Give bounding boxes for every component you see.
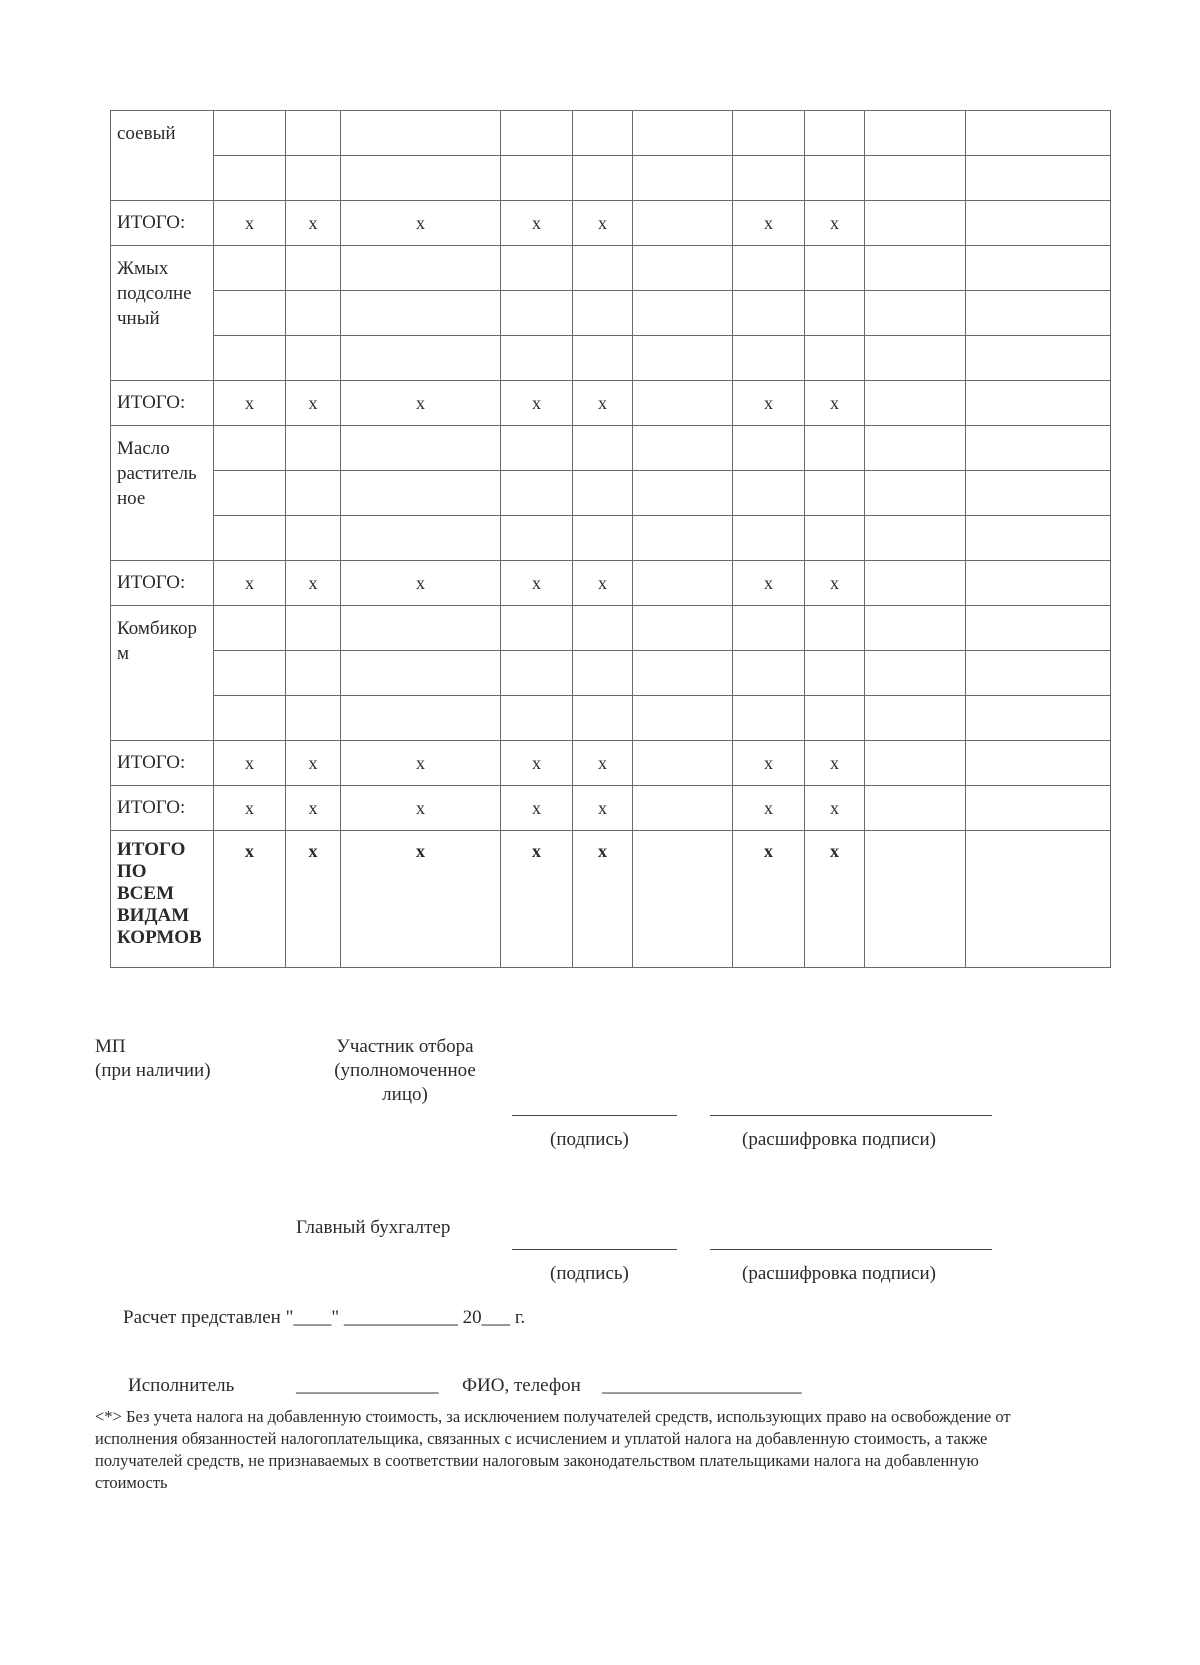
- not-applicable-mark: x: [286, 201, 341, 246]
- not-applicable-mark: x: [286, 786, 341, 831]
- fio-phone-label: ФИО, телефон: [462, 1375, 581, 1396]
- accountant-decode-caption: (расшифровка подписи): [742, 1263, 936, 1284]
- feed-type-name-line: Жмых: [117, 258, 169, 279]
- input-cell[interactable]: [214, 471, 286, 516]
- input-cell[interactable]: [573, 156, 633, 201]
- data-row: [111, 606, 1111, 651]
- not-applicable-mark: x: [733, 561, 805, 606]
- value-cell: [966, 831, 1111, 968]
- total-label: ИТОГО:: [111, 741, 214, 786]
- value-cell: [966, 741, 1111, 786]
- input-cell[interactable]: [805, 606, 865, 651]
- input-cell[interactable]: [733, 606, 805, 651]
- not-applicable-mark: x: [573, 786, 633, 831]
- input-cell[interactable]: [805, 336, 865, 381]
- data-row: [111, 246, 1111, 291]
- input-cell[interactable]: [286, 156, 341, 201]
- total-row-overall: [111, 786, 1111, 831]
- input-cell[interactable]: [633, 291, 733, 336]
- input-cell[interactable]: [573, 471, 633, 516]
- not-applicable-mark: x: [805, 741, 865, 786]
- input-cell[interactable]: [966, 426, 1111, 471]
- not-applicable-mark: x: [341, 381, 501, 426]
- value-cell: [966, 561, 1111, 606]
- not-applicable-mark: x: [573, 831, 633, 968]
- input-cell[interactable]: [733, 246, 805, 291]
- not-applicable-mark: x: [214, 561, 286, 606]
- input-cell[interactable]: [633, 156, 733, 201]
- input-cell[interactable]: [341, 246, 501, 291]
- input-cell[interactable]: [341, 606, 501, 651]
- data-row: [111, 336, 1111, 381]
- input-cell[interactable]: [214, 651, 286, 696]
- input-cell[interactable]: [633, 246, 733, 291]
- not-applicable-mark: x: [286, 831, 341, 968]
- input-cell[interactable]: [865, 471, 966, 516]
- not-applicable-mark: x: [805, 786, 865, 831]
- not-applicable-mark: x: [573, 561, 633, 606]
- not-applicable-mark: x: [286, 741, 341, 786]
- feed-type-name-line: соевый: [117, 123, 176, 144]
- input-cell[interactable]: [573, 606, 633, 651]
- data-row: [111, 156, 1111, 201]
- feed-type-name: [111, 246, 214, 381]
- accountant-decode-line: [710, 1249, 992, 1250]
- input-cell[interactable]: [573, 111, 633, 156]
- accountant-signature-caption: (подпись): [550, 1263, 629, 1284]
- input-cell[interactable]: [214, 606, 286, 651]
- value-cell: [633, 201, 733, 246]
- input-cell[interactable]: [733, 516, 805, 561]
- input-cell[interactable]: [865, 291, 966, 336]
- data-row: [111, 516, 1111, 561]
- not-applicable-mark: x: [501, 741, 573, 786]
- input-cell[interactable]: [865, 336, 966, 381]
- total-row-group-0: [111, 201, 1111, 246]
- executor-name-blank: _______________: [296, 1375, 439, 1396]
- grand-total-label-line: ИТОГО: [117, 839, 186, 860]
- input-cell[interactable]: [633, 471, 733, 516]
- value-cell: [865, 201, 966, 246]
- input-cell[interactable]: [341, 471, 501, 516]
- total-row-group-1: [111, 381, 1111, 426]
- input-cell[interactable]: [733, 336, 805, 381]
- input-cell[interactable]: [501, 156, 573, 201]
- input-cell[interactable]: [341, 291, 501, 336]
- input-cell[interactable]: [865, 426, 966, 471]
- total-row-group-2: [111, 561, 1111, 606]
- submitted-date-line: Расчет представлен "____" ____________ 20___ г.: [123, 1307, 526, 1328]
- input-cell[interactable]: [966, 651, 1111, 696]
- value-cell: [633, 741, 733, 786]
- input-cell[interactable]: [966, 696, 1111, 741]
- input-cell[interactable]: [733, 291, 805, 336]
- not-applicable-mark: x: [214, 831, 286, 968]
- input-cell[interactable]: [501, 426, 573, 471]
- value-cell: [966, 786, 1111, 831]
- input-cell[interactable]: [573, 336, 633, 381]
- input-cell[interactable]: [633, 516, 733, 561]
- not-applicable-mark: x: [805, 831, 865, 968]
- input-cell[interactable]: [966, 516, 1111, 561]
- input-cell[interactable]: [633, 111, 733, 156]
- input-cell[interactable]: [501, 291, 573, 336]
- not-applicable-mark: x: [805, 201, 865, 246]
- feed-type-name-line: подсолне: [117, 283, 192, 304]
- input-cell[interactable]: [501, 111, 573, 156]
- input-cell[interactable]: [214, 516, 286, 561]
- input-cell[interactable]: [805, 246, 865, 291]
- input-cell[interactable]: [214, 156, 286, 201]
- executor-label: Исполнитель: [128, 1375, 235, 1396]
- data-row: [111, 471, 1111, 516]
- input-cell[interactable]: [501, 246, 573, 291]
- input-cell[interactable]: [966, 156, 1111, 201]
- input-cell[interactable]: [966, 246, 1111, 291]
- not-applicable-mark: x: [501, 831, 573, 968]
- not-applicable-mark: x: [573, 381, 633, 426]
- input-cell[interactable]: [865, 156, 966, 201]
- value-cell: [865, 831, 966, 968]
- data-row: [111, 651, 1111, 696]
- input-cell[interactable]: [733, 696, 805, 741]
- feed-type-name-line: чный: [117, 308, 160, 329]
- feed-type-name: [111, 606, 214, 741]
- feed-calculation-table: [110, 110, 1111, 968]
- value-cell: [865, 741, 966, 786]
- input-cell[interactable]: [286, 696, 341, 741]
- input-cell[interactable]: [286, 111, 341, 156]
- not-applicable-mark: x: [214, 741, 286, 786]
- not-applicable-mark: x: [733, 381, 805, 426]
- input-cell[interactable]: [341, 651, 501, 696]
- total-label: ИТОГО:: [111, 561, 214, 606]
- grand-total-label-line: ПО: [117, 861, 147, 882]
- not-applicable-mark: x: [733, 741, 805, 786]
- input-cell[interactable]: [966, 291, 1111, 336]
- input-cell[interactable]: [966, 606, 1111, 651]
- data-row: [111, 291, 1111, 336]
- value-cell: [633, 561, 733, 606]
- input-cell[interactable]: [341, 426, 501, 471]
- input-cell[interactable]: [501, 606, 573, 651]
- input-cell[interactable]: [966, 336, 1111, 381]
- input-cell[interactable]: [214, 696, 286, 741]
- participant-line-2: (уполномоченное: [334, 1060, 476, 1081]
- fio-phone-blank: _____________________: [602, 1375, 802, 1396]
- not-applicable-mark: x: [341, 786, 501, 831]
- accountant-signature-line: [512, 1249, 677, 1250]
- grand-total-label-line: ВСЕМ: [117, 883, 174, 904]
- not-applicable-mark: x: [341, 741, 501, 786]
- not-applicable-mark: x: [286, 561, 341, 606]
- input-cell[interactable]: [286, 426, 341, 471]
- input-cell[interactable]: [573, 291, 633, 336]
- input-cell[interactable]: [805, 651, 865, 696]
- not-applicable-mark: x: [214, 381, 286, 426]
- value-cell: [865, 381, 966, 426]
- input-cell[interactable]: [341, 111, 501, 156]
- input-cell[interactable]: [214, 336, 286, 381]
- not-applicable-mark: x: [805, 381, 865, 426]
- data-row: [111, 696, 1111, 741]
- not-applicable-mark: x: [214, 201, 286, 246]
- not-applicable-mark: x: [501, 561, 573, 606]
- grand-total-label-line: ВИДАМ: [117, 905, 190, 926]
- input-cell[interactable]: [501, 336, 573, 381]
- input-cell[interactable]: [733, 426, 805, 471]
- not-applicable-mark: x: [286, 381, 341, 426]
- value-cell: [633, 381, 733, 426]
- participant-signature-line: [512, 1115, 677, 1116]
- total-label: ИТОГО:: [111, 381, 214, 426]
- value-cell: [633, 831, 733, 968]
- feed-type-name-line: Масло: [117, 438, 170, 459]
- value-cell: [865, 786, 966, 831]
- feed-type-name: [111, 111, 214, 201]
- input-cell[interactable]: [633, 651, 733, 696]
- input-cell[interactable]: [805, 156, 865, 201]
- input-cell[interactable]: [341, 516, 501, 561]
- input-cell[interactable]: [733, 111, 805, 156]
- not-applicable-mark: x: [733, 786, 805, 831]
- input-cell[interactable]: [501, 651, 573, 696]
- feed-type-name-line: Комбикор: [117, 618, 197, 639]
- input-cell[interactable]: [633, 696, 733, 741]
- input-cell[interactable]: [633, 336, 733, 381]
- input-cell[interactable]: [501, 471, 573, 516]
- not-applicable-mark: x: [341, 561, 501, 606]
- feed-type-name-line: м: [117, 643, 130, 664]
- input-cell[interactable]: [286, 651, 341, 696]
- not-applicable-mark: x: [733, 831, 805, 968]
- participant-line-1: Участник отбора: [336, 1036, 474, 1057]
- input-cell[interactable]: [214, 246, 286, 291]
- feed-type-name-line: ное: [117, 488, 146, 509]
- participant-signature-caption: (подпись): [550, 1129, 629, 1150]
- participant-decode-line: [710, 1115, 992, 1116]
- not-applicable-mark: x: [573, 201, 633, 246]
- input-cell[interactable]: [865, 651, 966, 696]
- input-cell[interactable]: [501, 696, 573, 741]
- input-cell[interactable]: [573, 426, 633, 471]
- not-applicable-mark: x: [341, 831, 501, 968]
- input-cell[interactable]: [865, 111, 966, 156]
- input-cell[interactable]: [286, 516, 341, 561]
- grand-total-label: [111, 831, 214, 968]
- input-cell[interactable]: [286, 606, 341, 651]
- input-cell[interactable]: [286, 471, 341, 516]
- input-cell[interactable]: [805, 426, 865, 471]
- participant-decode-caption: (расшифровка подписи): [742, 1129, 936, 1150]
- vat-footnote: <*> Без учета налога на добавленную стоимость, за исключением получателей средств, использующих право на освобождение от исполнения обязанностей налогоплательщика, связанных с исчислением и уплатой налога на добавленную стоимость, а также получателей средств, не признаваемых в соответствии налоговым законодательством плательщиками налога на добавленную стоимость: [95, 1407, 1011, 1492]
- input-cell[interactable]: [286, 336, 341, 381]
- input-cell[interactable]: [341, 156, 501, 201]
- not-applicable-mark: x: [341, 201, 501, 246]
- not-applicable-mark: x: [501, 786, 573, 831]
- not-applicable-mark: x: [733, 201, 805, 246]
- feed-type-name: [111, 426, 214, 561]
- chief-accountant-label: Главный бухгалтер: [296, 1217, 451, 1238]
- input-cell[interactable]: [501, 516, 573, 561]
- total-row-group-3: [111, 741, 1111, 786]
- input-cell[interactable]: [805, 696, 865, 741]
- input-cell[interactable]: [633, 426, 733, 471]
- input-cell[interactable]: [573, 651, 633, 696]
- input-cell[interactable]: [966, 471, 1111, 516]
- input-cell[interactable]: [865, 696, 966, 741]
- input-cell[interactable]: [214, 426, 286, 471]
- mp-label: МП: [95, 1036, 126, 1057]
- input-cell[interactable]: [341, 336, 501, 381]
- value-cell: [966, 381, 1111, 426]
- input-cell[interactable]: [733, 651, 805, 696]
- participant-line-3: лицо): [382, 1084, 428, 1105]
- value-cell: [633, 786, 733, 831]
- not-applicable-mark: x: [573, 741, 633, 786]
- value-cell: [865, 561, 966, 606]
- input-cell[interactable]: [733, 156, 805, 201]
- input-cell[interactable]: [805, 111, 865, 156]
- not-applicable-mark: x: [214, 786, 286, 831]
- grand-total-row: [111, 831, 1111, 968]
- input-cell[interactable]: [805, 516, 865, 561]
- not-applicable-mark: x: [805, 561, 865, 606]
- input-cell[interactable]: [573, 516, 633, 561]
- input-cell[interactable]: [805, 471, 865, 516]
- value-cell: [966, 201, 1111, 246]
- input-cell[interactable]: [865, 606, 966, 651]
- not-applicable-mark: x: [501, 381, 573, 426]
- data-row: [111, 111, 1111, 156]
- feed-type-name-line: раститель: [117, 463, 197, 484]
- not-applicable-mark: x: [501, 201, 573, 246]
- input-cell[interactable]: [214, 291, 286, 336]
- data-row: [111, 426, 1111, 471]
- input-cell[interactable]: [286, 291, 341, 336]
- input-cell[interactable]: [286, 246, 341, 291]
- input-cell[interactable]: [865, 246, 966, 291]
- total-label: ИТОГО:: [111, 786, 214, 831]
- input-cell[interactable]: [805, 291, 865, 336]
- input-cell[interactable]: [733, 471, 805, 516]
- input-cell[interactable]: [573, 246, 633, 291]
- input-cell[interactable]: [865, 516, 966, 561]
- input-cell[interactable]: [341, 696, 501, 741]
- mp-note: (при наличии): [95, 1060, 211, 1081]
- grand-total-label-line: КОРМОВ: [117, 927, 202, 948]
- input-cell[interactable]: [966, 111, 1111, 156]
- input-cell[interactable]: [633, 606, 733, 651]
- input-cell[interactable]: [573, 696, 633, 741]
- input-cell[interactable]: [214, 111, 286, 156]
- total-label: ИТОГО:: [111, 201, 214, 246]
